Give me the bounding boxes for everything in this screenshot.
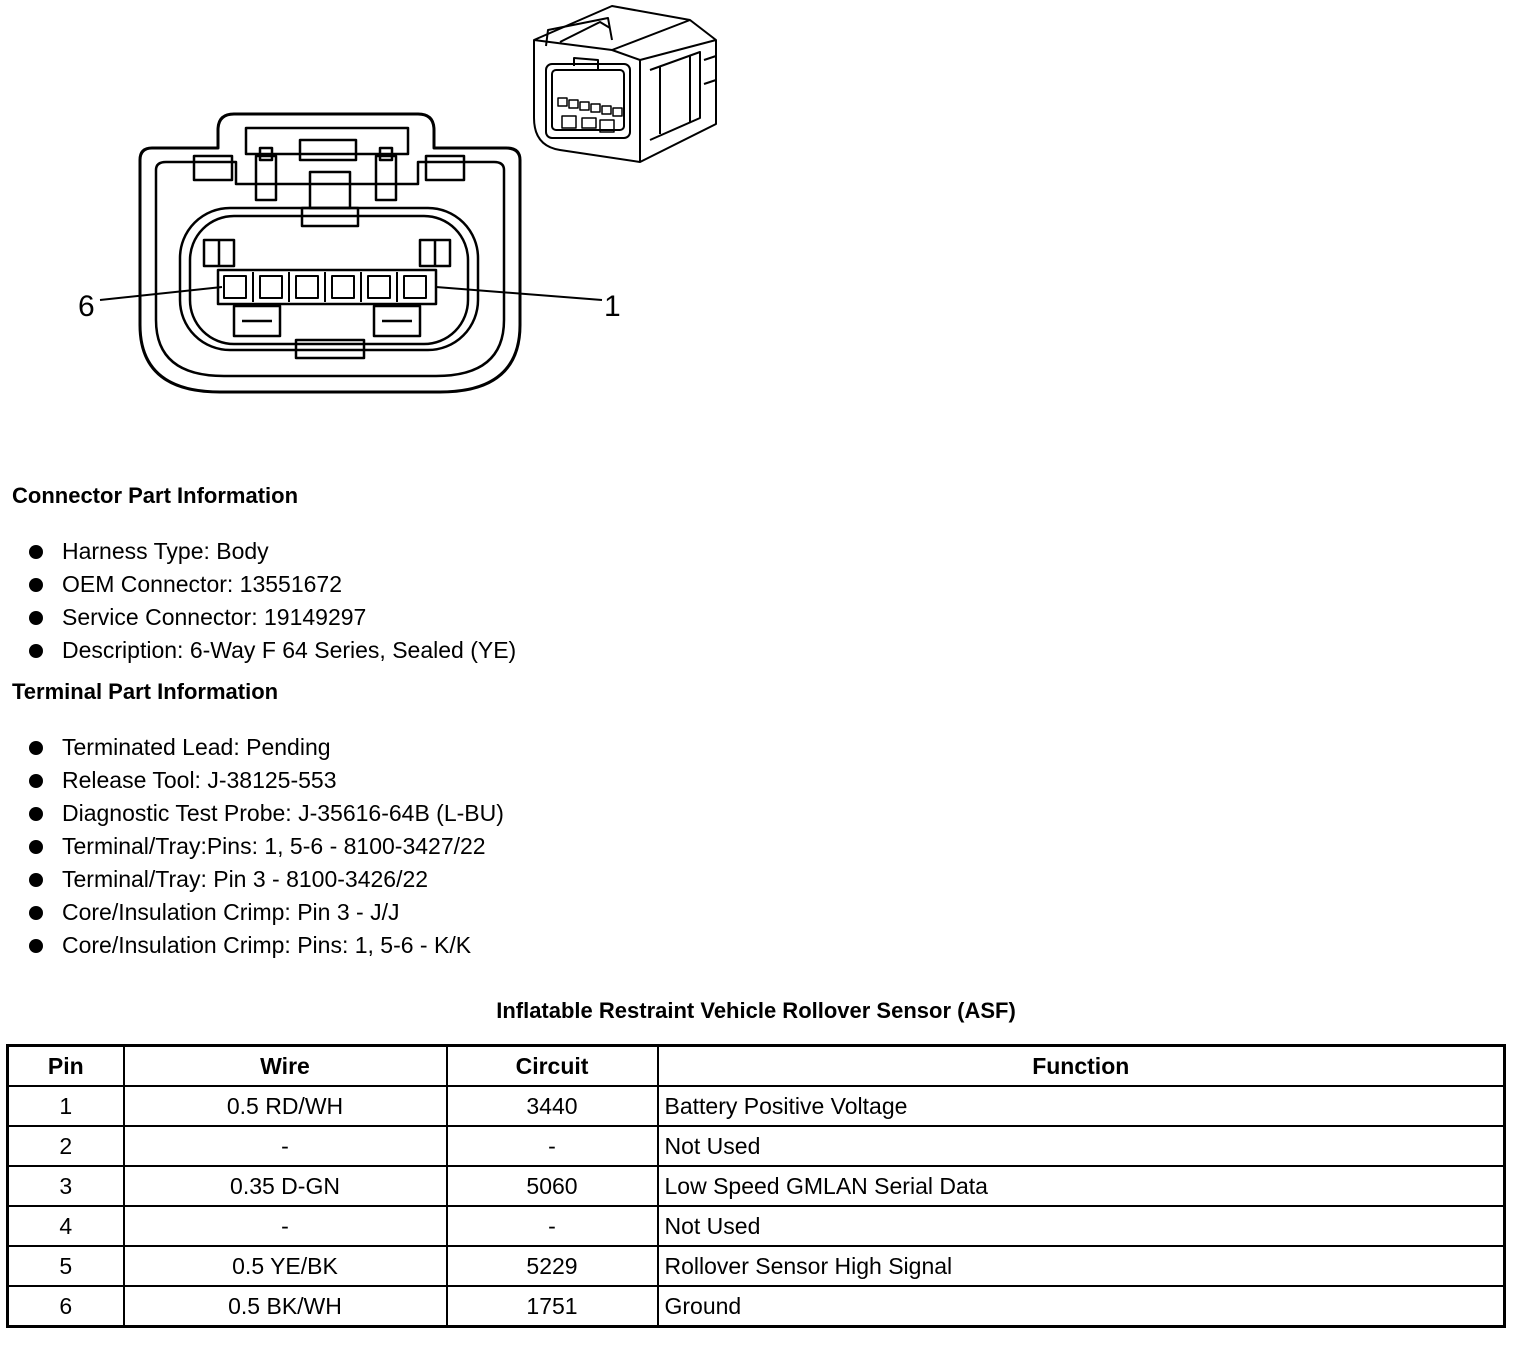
cell-wire: 0.5 BK/WH xyxy=(124,1286,447,1327)
cell-circuit: - xyxy=(447,1126,658,1166)
bullet-icon xyxy=(29,644,43,658)
cell-wire: 0.5 RD/WH xyxy=(124,1086,447,1126)
cell-pin: 4 xyxy=(8,1206,124,1246)
bullet-icon xyxy=(29,578,43,592)
cell-wire: 0.35 D-GN xyxy=(124,1166,447,1206)
header-circuit: Circuit xyxy=(447,1046,658,1087)
pin-1-label: 1 xyxy=(604,290,621,323)
cell-function: Ground xyxy=(658,1286,1505,1327)
header-pin: Pin xyxy=(8,1046,124,1087)
table-row xyxy=(8,1126,1505,1166)
cell-pin: 5 xyxy=(8,1246,124,1286)
cell-wire: - xyxy=(124,1206,447,1246)
connector-isometric-view xyxy=(534,6,716,162)
connector-part-heading: Connector Part Information xyxy=(12,483,299,508)
table-header-row xyxy=(8,1046,1505,1087)
table-row xyxy=(8,1086,1505,1126)
bullet-icon xyxy=(29,774,43,788)
connector-part-list xyxy=(0,535,516,667)
list-item: Core/Insulation Crimp: Pin 3 - J/J xyxy=(0,896,504,929)
cell-circuit: 5060 xyxy=(447,1166,658,1206)
list-item: Service Connector: 19149297 xyxy=(0,601,516,634)
connector-face-view xyxy=(100,114,602,392)
pin-table-title: Inflatable Restraint Vehicle Rollover Sensor (ASF) xyxy=(496,998,1016,1023)
cell-circuit: 5229 xyxy=(447,1246,658,1286)
cell-circuit: 3440 xyxy=(447,1086,658,1126)
cell-function: Battery Positive Voltage xyxy=(658,1086,1505,1126)
list-item: Terminated Lead: Pending xyxy=(0,731,504,764)
bullet-icon xyxy=(29,545,43,559)
table-row xyxy=(8,1246,1505,1286)
list-item: Terminal/Tray:Pins: 1, 5-6 - 8100-3427/22 xyxy=(0,830,504,863)
table-row xyxy=(8,1286,1505,1327)
header-function: Function xyxy=(658,1046,1505,1087)
terminal-part-list xyxy=(0,731,504,962)
list-item: Harness Type: Body xyxy=(0,535,516,568)
cell-wire: - xyxy=(124,1126,447,1166)
bullet-icon xyxy=(29,840,43,854)
cell-pin: 2 xyxy=(8,1126,124,1166)
bullet-icon xyxy=(29,906,43,920)
pin-table xyxy=(6,1044,1506,1328)
list-item: Core/Insulation Crimp: Pins: 1, 5-6 - K/K xyxy=(0,929,504,962)
list-item: Diagnostic Test Probe: J-35616-64B (L-BU) xyxy=(0,797,504,830)
bullet-icon xyxy=(29,873,43,887)
list-item: OEM Connector: 13551672 xyxy=(0,568,516,601)
cell-pin: 6 xyxy=(8,1286,124,1327)
connector-diagram xyxy=(0,0,760,420)
cell-circuit: - xyxy=(447,1206,658,1246)
cell-function: Low Speed GMLAN Serial Data xyxy=(658,1166,1505,1206)
cell-function: Rollover Sensor High Signal xyxy=(658,1246,1505,1286)
list-item: Release Tool: J-38125-553 xyxy=(0,764,504,797)
cell-pin: 1 xyxy=(8,1086,124,1126)
cell-pin: 3 xyxy=(8,1166,124,1206)
pin-6-label: 6 xyxy=(78,290,95,323)
bullet-icon xyxy=(29,611,43,625)
header-wire: Wire xyxy=(124,1046,447,1087)
table-row xyxy=(8,1206,1505,1246)
cell-circuit: 1751 xyxy=(447,1286,658,1327)
bullet-icon xyxy=(29,807,43,821)
list-item: Description: 6-Way F 64 Series, Sealed (YE) xyxy=(0,634,516,667)
list-item: Terminal/Tray: Pin 3 - 8100-3426/22 xyxy=(0,863,504,896)
cell-function: Not Used xyxy=(658,1126,1505,1166)
bullet-icon xyxy=(29,939,43,953)
terminal-part-heading: Terminal Part Information xyxy=(12,679,279,704)
cell-wire: 0.5 YE/BK xyxy=(124,1246,447,1286)
table-row xyxy=(8,1166,1505,1206)
cell-function: Not Used xyxy=(658,1206,1505,1246)
bullet-icon xyxy=(29,741,43,755)
